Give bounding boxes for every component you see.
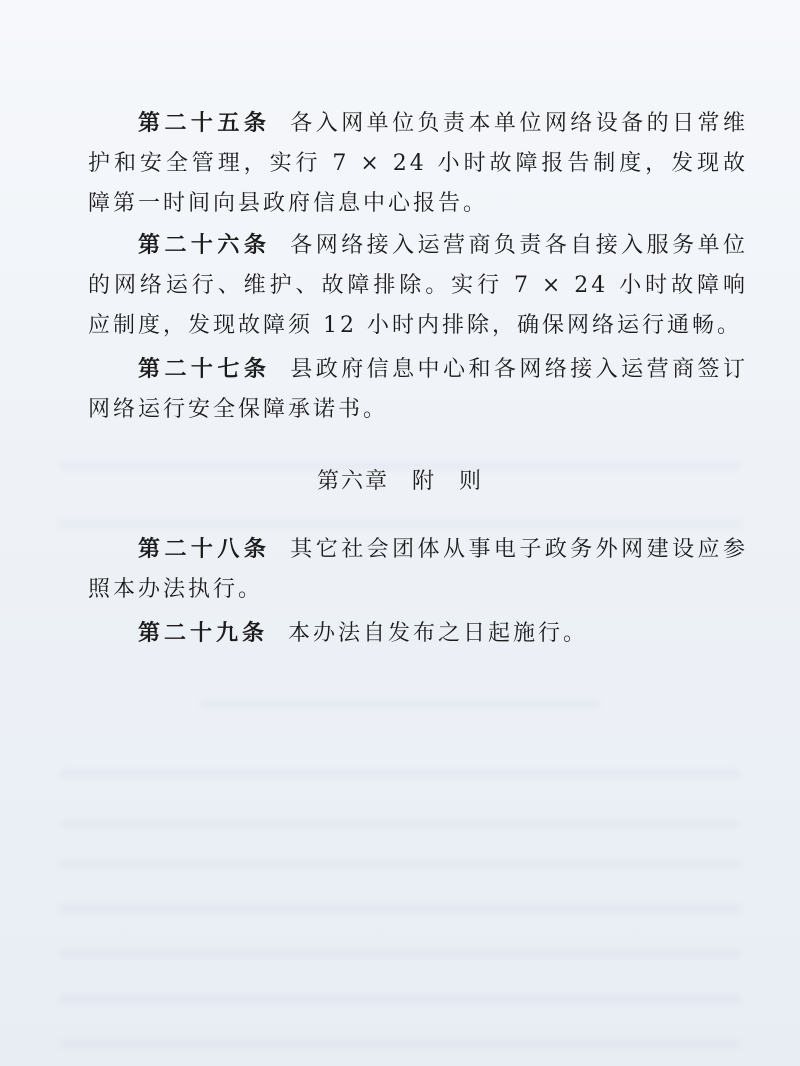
show-through-line xyxy=(60,770,740,778)
article-27 xyxy=(88,350,748,430)
show-through-line xyxy=(60,905,740,913)
article-text: 各网络接入运营商负责各自接入服务单位的网络运行、维护、故障排除。实行 7 × 24 小时故障响应制度，发现故障须 12 小时内排除，确保网络运行通畅。 xyxy=(88,233,748,338)
article-number: 第二十五条 xyxy=(138,111,271,136)
article-25 xyxy=(88,104,748,224)
article-number: 第二十八条 xyxy=(138,537,271,562)
article-number: 第二十六条 xyxy=(138,233,271,258)
show-through-line xyxy=(60,820,740,828)
show-through-line xyxy=(60,860,740,868)
article-text: 其它社会团体从事电子政务外网建设应参照本办法执行。 xyxy=(88,537,748,602)
show-through-line xyxy=(60,1040,740,1048)
article-29 xyxy=(88,614,748,654)
article-number: 第二十七条 xyxy=(138,357,271,382)
article-text: 各入网单位负责本单位网络设备的日常维护和安全管理，实行 7 × 24 小时故障报告制度，发现故障第一时间向县政府信息中心报告。 xyxy=(88,111,748,216)
article-26 xyxy=(88,226,748,346)
show-through-line xyxy=(60,995,740,1003)
show-through-line xyxy=(60,520,740,528)
show-through-line xyxy=(60,950,740,958)
chapter-heading: 第六章 附 则 xyxy=(317,469,483,494)
article-28 xyxy=(88,530,748,610)
article-text: 县政府信息中心和各网络接入运营商签订网络运行安全保障承诺书。 xyxy=(88,357,748,422)
show-through-line xyxy=(200,700,600,708)
article-text: 本办法自发布之日起施行。 xyxy=(288,621,589,646)
article-number: 第二十九条 xyxy=(138,621,269,646)
